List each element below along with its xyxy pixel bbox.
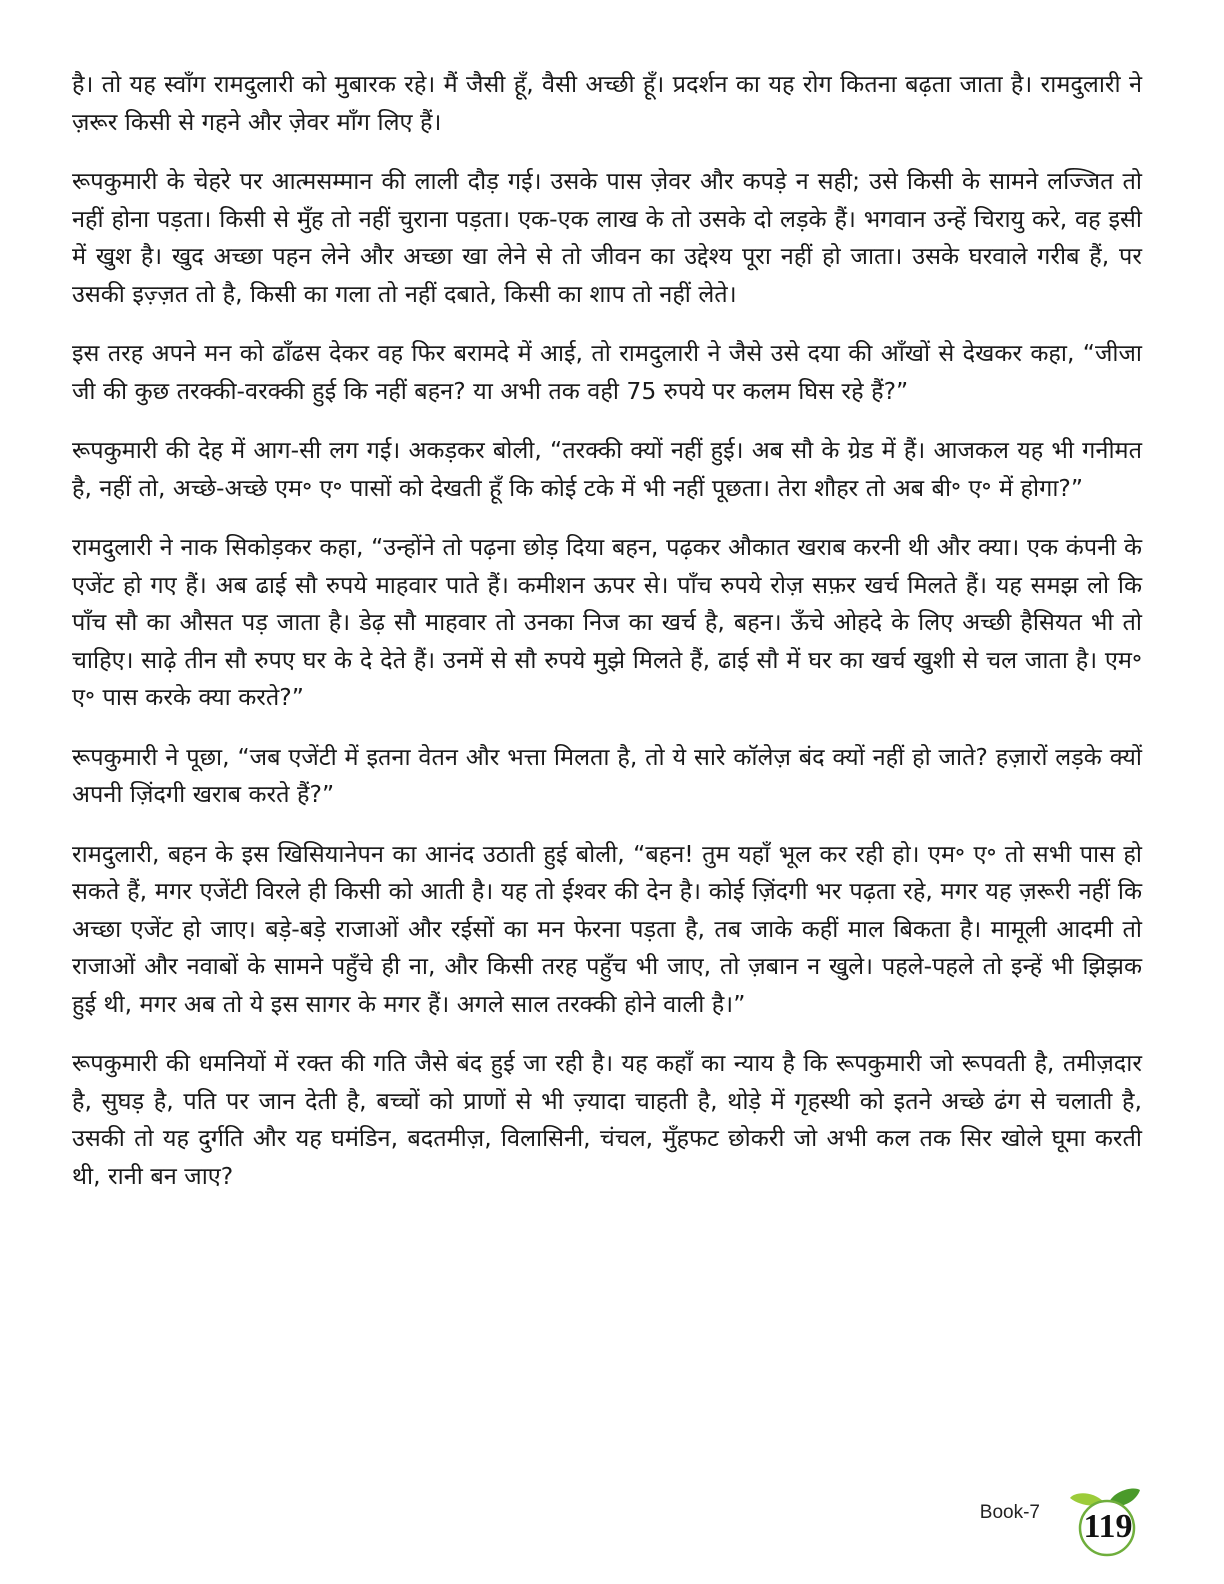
paragraph-2: रूपकुमारी के चेहरे पर आत्मसम्मान की लाली दौड़ गई। उसके पास ज़ेवर और कपड़े न सही; उसे किसी के सामने लज्जित तो नहीं होना पड़ता। किसी से मुँह तो नहीं चुराना पड़ता। एक-एक लाख के तो उसके दो लड़के हैं। भगवान उन्हें चिरायु करे, वह इसी में खुश है। खुद अच्छा पहन लेने और अच्छा खा लेने से तो जीवन का उद्देश्य पूरा नहीं हो जाता। उसके घरवाले गरीब हैं, पर उसकी इज़्ज़त तो है, किसी का गला तो नहीं दबाते, किसी का शाप तो नहीं लेते। [72,167,1142,308]
paragraph-8: रूपकुमारी की धमनियों में रक्त की गति जैसे बंद हुई जा रही है। यह कहाँ का न्याय है कि रूपकुमारी जो रूपवती है, तमीज़दार है, सुघड़ है, पति पर जान देती है, बच्चों को प्राणों से भी ज़्यादा चाहती है, थोड़े में गृहस्थी को इतने अच्छे ढंग से चलाती है, उसकी तो यह दुर्गति और यह घमंडिन, बदतमीज़, विलासिनी, चंचल, मुँहफट छोकरी जो अभी कल तक सिर खोले घूमा करती थी, रानी बन जाए? [72,1049,1142,1190]
book-label: Book-7 [979,1502,1040,1523]
page-number: 119 [1083,1508,1133,1545]
page-body [72,66,1142,1217]
paragraph-6: रूपकुमारी ने पूछा, “जब एजेंटी में इतना वेतन और भत्ता मिलता है, तो ये सारे कॉलेज़ बंद क्यों नहीं हो जाते? हज़ारों लड़के क्यों अपनी ज़िंदगी खराब करते हैं?” [72,742,1142,808]
paragraph-7: रामदुलारी, बहन के इस खिसियानेपन का आनंद उठाती हुई बोली, “बहन! तुम यहाँ भूल कर रही हो। एम॰ ए॰ तो सभी पास हो सकते हैं, मगर एजेंटी विरले ही किसी को आती है। यह तो ईश्वर की देन है। कोई ज़िंदगी भर पढ़ता रहे, मगर यह ज़रूरी नहीं कि अच्छा एजेंट हो जाए। बड़े-बड़े राजाओं और रईसों का मन फेरना पड़ता है, तब जाके कहीं माल बिकता है। मामूली आदमी तो राजाओं और नवाबों के सामने पहुँचे ही ना, और किसी तरह पहुँच भी जाए, तो ज़बान न खुले। पहले-पहले तो इन्हें भी झिझक हुई थी, मगर अब तो ये इस सागर के मगर हैं। अगले साल तरक्की होने वाली है।” [72,839,1142,1018]
page-footer [962,1438,1162,1558]
paragraph-4: रूपकुमारी की देह में आग-सी लग गई। अकड़कर बोली, “तरक्की क्यों नहीं हुई। अब सौ के ग्रेड में हैं। आजकल यह भी गनीमत है, नहीं तो, अच्छे-अच्छे एम॰ ए॰ पासों को देखती हूँ कि कोई टके में भी नहीं पूछता। तेरा शौहर तो अब बी॰ ए॰ में होगा?” [72,436,1142,502]
paragraph-5: रामदुलारी ने नाक सिकोड़कर कहा, “उन्होंने तो पढ़ना छोड़ दिया बहन, पढ़कर औकात खराब करनी थी और क्या। एक कंपनी के एजेंट हो गए हैं। अब ढाई सौ रुपये माहवार पाते हैं। कमीशन ऊपर से। पाँच रुपये रोज़ सफ़र खर्च मिलते हैं। यह समझ लो कि पाँच सौ का औसत पड़ जाता है। डेढ़ सौ माहवार तो उनका निज का खर्च है, बहन। ऊँचे ओहदे के लिए अच्छी हैसियत भी तो चाहिए। साढ़े तीन सौ रुपए घर के दे देते हैं। उनमें से सौ रुपये मुझे मिलते हैं, ढाई सौ में घर का खर्च खुशी से चल जाता है। एम॰ ए॰ पास करके क्या करते?” [72,533,1142,711]
paragraph-1: है। तो यह स्वाँग रामदुलारी को मुबारक रहे। मैं जैसी हूँ, वैसी अच्छी हूँ। प्रदर्शन का यह रोग कितना बढ़ता जाता है। रामदुलारी ने ज़रूर किसी से गहने और ज़ेवर माँग लिए हैं। [72,70,1142,136]
paragraph-3: इस तरह अपने मन को ढाँढस देकर वह फिर बरामदे में आई, तो रामदुलारी ने जैसे उसे दया की आँखों से देखकर कहा, “जीजा जी की कुछ तरक्की-वरक्की हुई कि नहीं बहन? या अभी तक वही 75 रुपये पर कलम घिस रहे हैं?” [72,339,1142,405]
